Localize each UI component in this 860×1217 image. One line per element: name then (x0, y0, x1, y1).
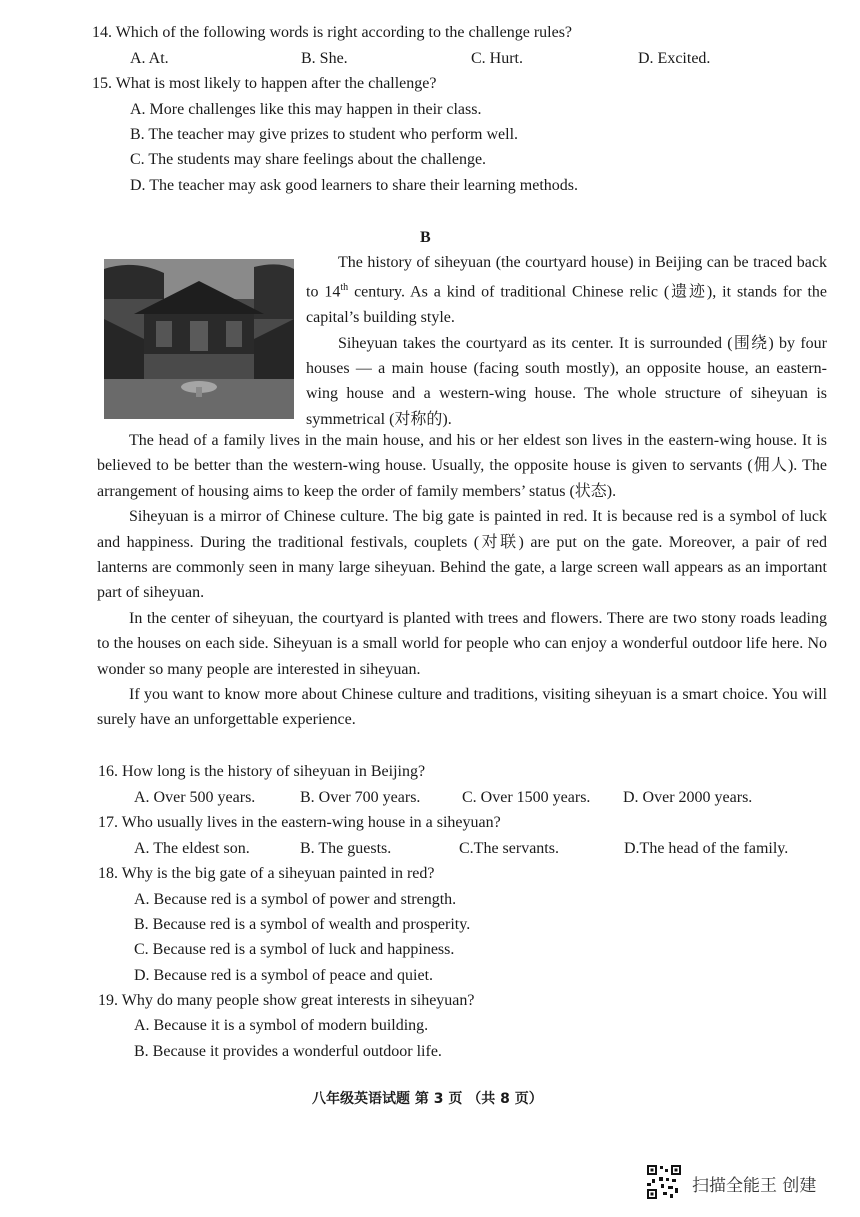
option-c: C. Because red is a symbol of luck and happiness. (134, 941, 455, 958)
question-16-stem: 16. How long is the history of siheyuan in Beijing? (98, 763, 426, 780)
question-14-options (0, 46, 860, 71)
option-b: B. The teacher may give prizes to student who perform well. (130, 126, 519, 143)
option-b: B. Because red is a symbol of wealth and prosperity. (134, 916, 471, 933)
passage-paragraph-3: The head of a family lives in the main house, and his or her eldest son lives in the eastern-wing house. It is believed to be better than the western-wing house. Usually, the opposite house is given to servants (佣人). The arrangement of housing aims to keep the order of family members’ status (状态). (97, 432, 827, 500)
page-footer: 八年级英语试题 第 3 页 （共 8 页） (312, 1091, 543, 1107)
option-d: D. Over 2000 years. (623, 789, 753, 806)
option-a: A. Over 500 years. (134, 789, 256, 806)
option-a: A. More challenges like this may happen in their class. (130, 101, 482, 118)
option-c: C. Over 1500 years. (462, 789, 591, 806)
option-b: B. Because it provides a wonderful outdoor life. (134, 1043, 442, 1060)
courtyard-image (104, 259, 294, 419)
passage-paragraph-5: In the center of siheyuan, the courtyard is planted with trees and flowers. There are two stony roads leading to the houses on each side. Siheyuan is a small world for people who can enjoy a wonderful outdoor life here. No wonder so many people are interested in siheyuan. (97, 609, 827, 678)
question-14-stem: 14. Which of the following words is right according to the challenge rules? (92, 24, 573, 41)
question-17-options (0, 836, 860, 861)
question-17-stem: 17. Who usually lives in the eastern-wing house in a siheyuan? (98, 814, 501, 831)
question-18-stem: 18. Why is the big gate of a siheyuan painted in red? (98, 865, 435, 882)
option-c: C.The servants. (459, 840, 559, 857)
option-a: A. The eldest son. (134, 840, 250, 857)
question-15-stem: 15. What is most likely to happen after the challenge? (92, 75, 437, 92)
option-c: C. The students may share feelings about the challenge. (130, 151, 487, 168)
qr-code-icon (646, 1164, 682, 1200)
option-d: D. Because red is a symbol of peace and quiet. (134, 967, 434, 984)
passage-intro-column (306, 250, 827, 432)
passage-paragraph-2: Siheyuan takes the courtyard as its center. It is surrounded (围绕) by four houses — a main house (facing south mostly), an opposite house, an eastern-wing house and a western-wing house. The whole structure of siheyuan is symmetrical (对称的). (306, 334, 827, 428)
option-a: A. Because red is a symbol of power and strength. (134, 891, 457, 908)
option-b: B. The guests. (300, 840, 392, 857)
option-c: C. Hurt. (471, 50, 523, 67)
option-d: D. Excited. (638, 50, 711, 67)
watermark-text: 扫描全能王 创建 (692, 1176, 817, 1196)
option-a: A. Because it is a symbol of modern building. (134, 1017, 429, 1034)
passage-paragraph-6: If you want to know more about Chinese culture and traditions, visiting siheyuan is a smart choice. You will surely have an unforgettable experience. (97, 686, 827, 729)
option-d: D. The teacher may ask good learners to share their learning methods. (130, 177, 578, 194)
option-b: B. She. (301, 50, 348, 67)
option-b: B. Over 700 years. (300, 789, 421, 806)
section-heading: B (420, 229, 431, 246)
option-d: D.The head of the family. (624, 840, 789, 857)
passage-paragraph-1: The history of siheyuan (the courtyard house) in Beijing can be traced back to 14th century. As a kind of traditional Chinese relic (遗迹), it stands for the capital’s building style. (306, 254, 827, 327)
passage-paragraph-4: Siheyuan is a mirror of Chinese culture. The big gate is painted in red. It is because red is a symbol of luck and happiness. During the traditional festivals, couplets (对联) are put on the gate. Moreover, a pair of red lanterns are commonly seen in many large siheyuan. Behind the gate, a large screen wall appears as an important part of siheyuan. (97, 508, 827, 602)
passage-body (97, 428, 827, 733)
siheyuan-photo (104, 259, 294, 419)
option-a: A. At. (130, 50, 169, 67)
question-19-stem: 19. Why do many people show great interests in siheyuan? (98, 992, 475, 1009)
question-16-options (0, 785, 860, 810)
